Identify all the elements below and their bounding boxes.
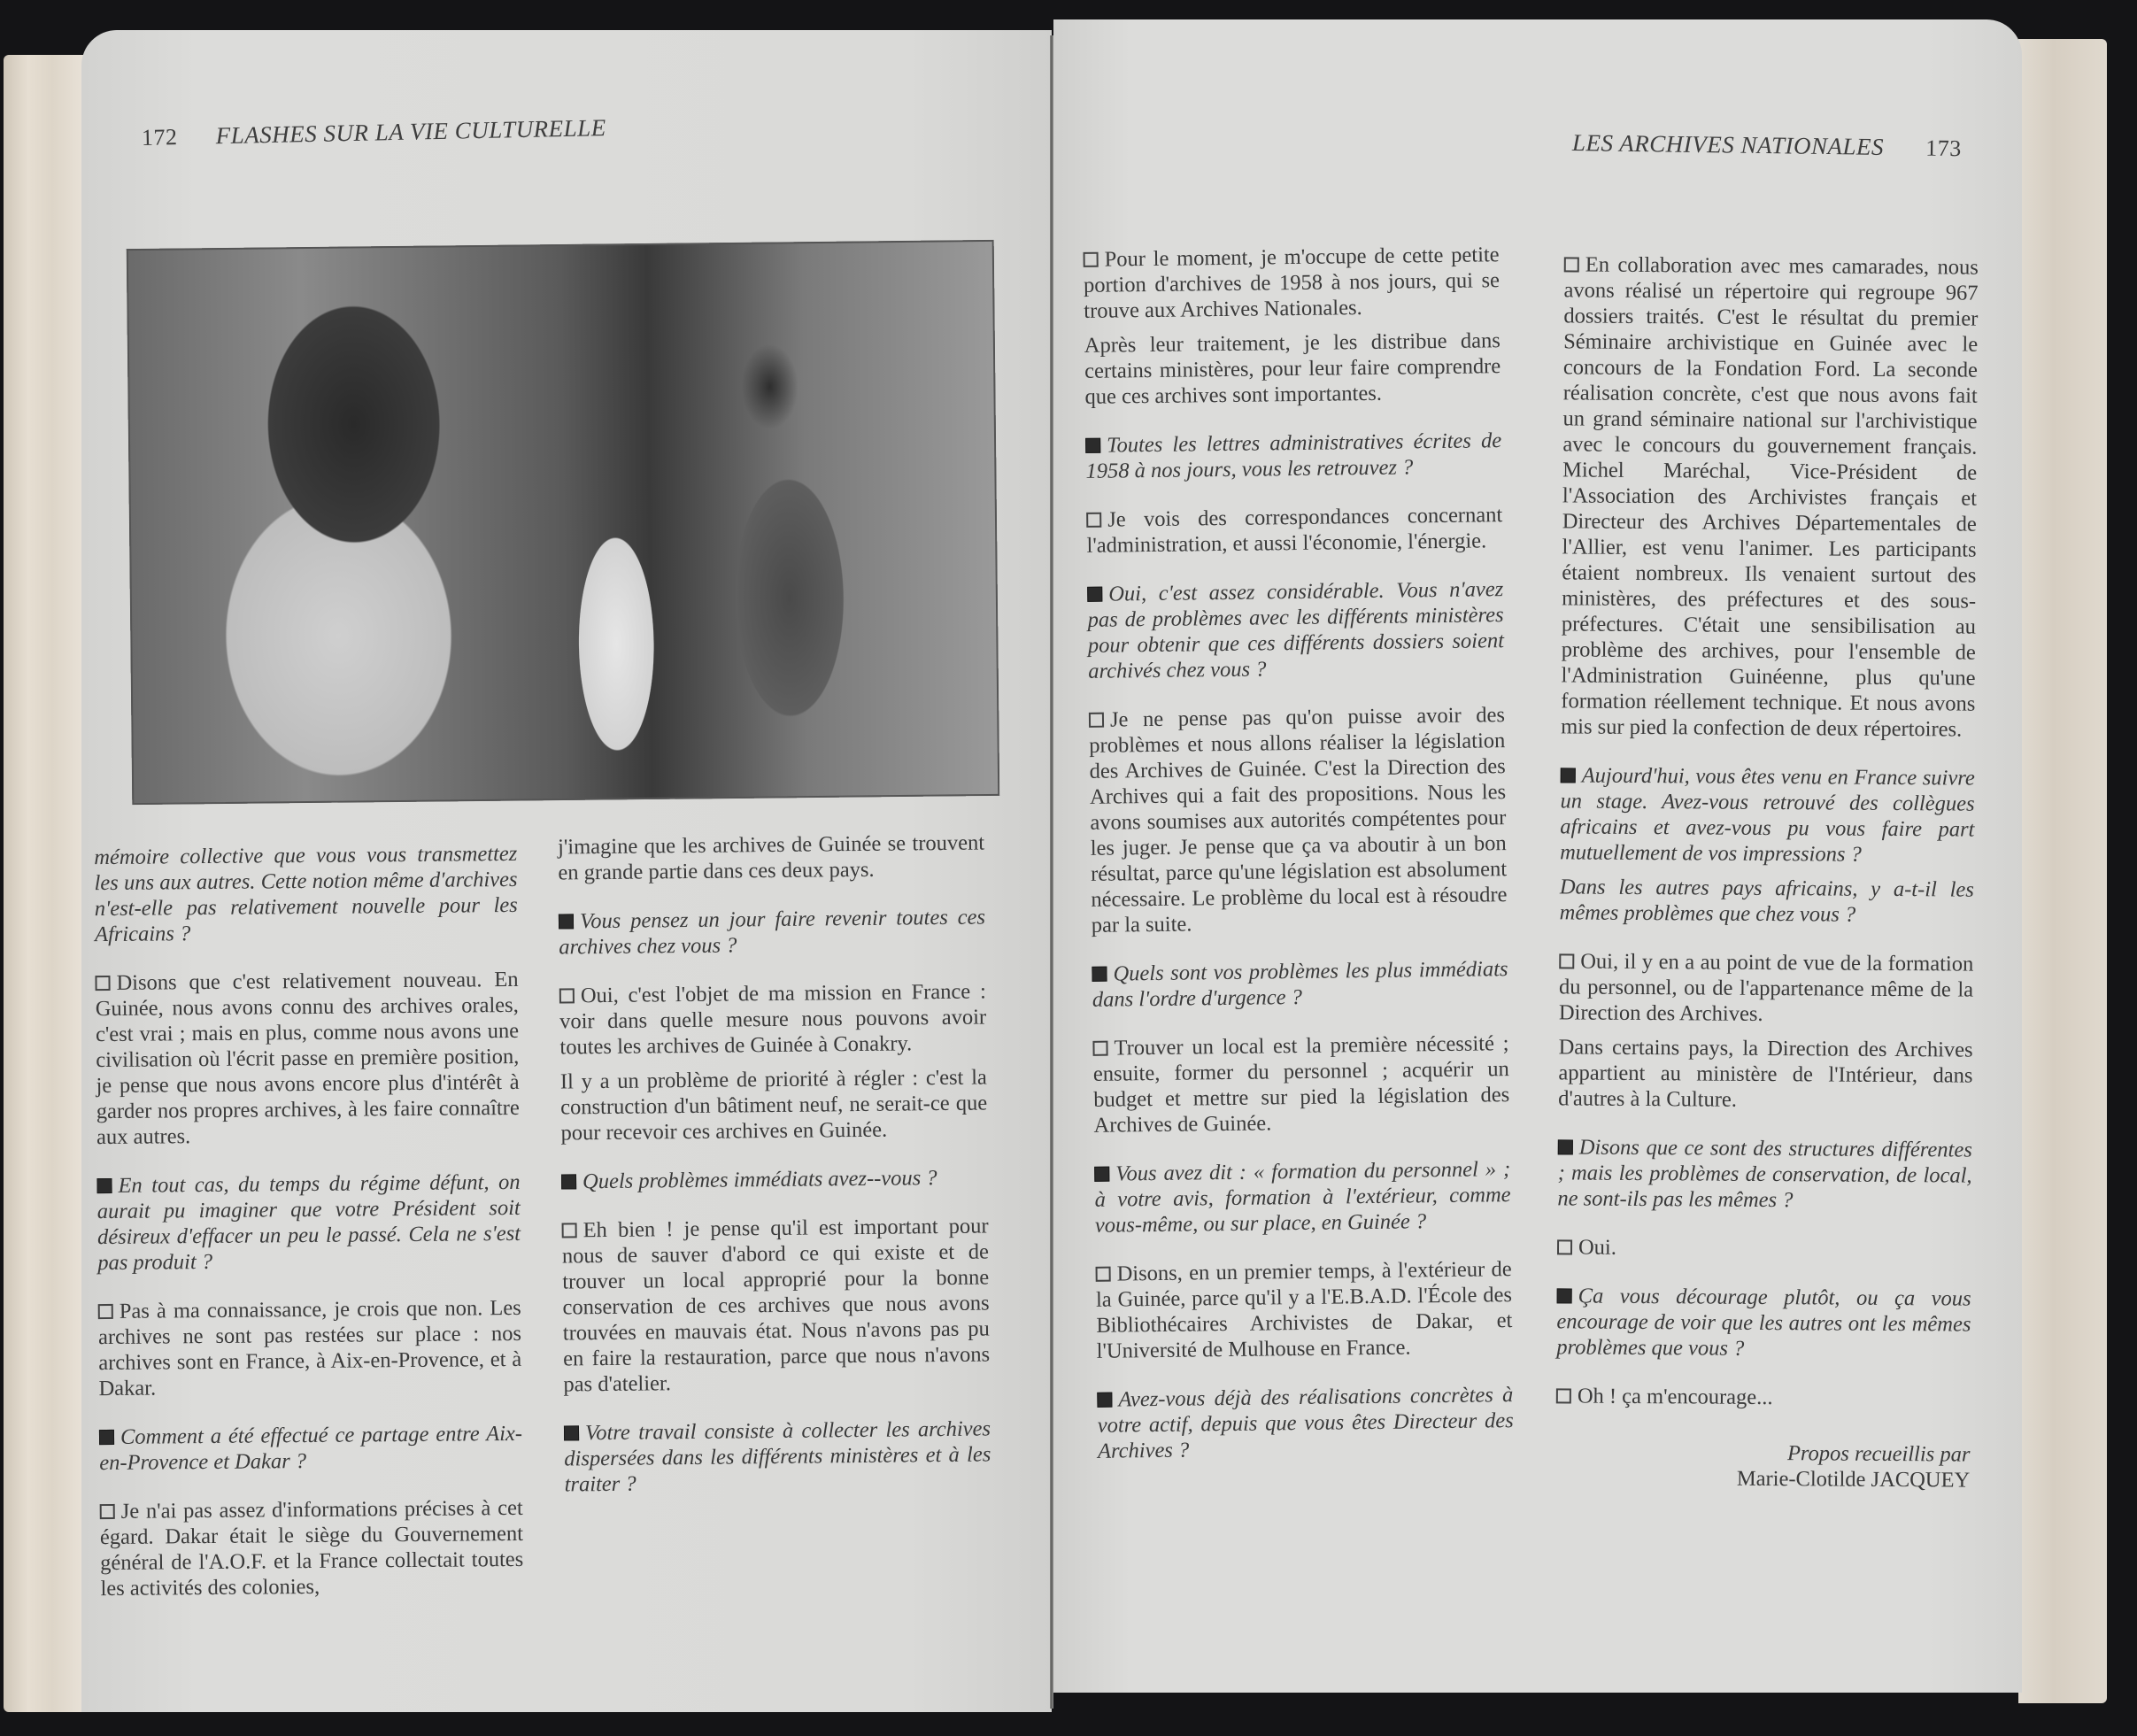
- page-number: 172: [141, 124, 178, 150]
- paragraph-text: Votre travail consiste à collecter les archives dispersées dans les différents ministères et à les traiter ?: [564, 1416, 991, 1497]
- interview-answer: [100, 1495, 524, 1601]
- filled-square-icon: [1094, 1167, 1109, 1182]
- interview-answer: [1092, 1030, 1509, 1138]
- filled-square-icon: [1092, 967, 1107, 982]
- page-stack-left: [4, 55, 85, 1712]
- hollow-square-icon: [1084, 252, 1099, 267]
- paragraph-text: Oh ! ça m'encourage...: [1577, 1384, 1773, 1410]
- right-running-head: [1572, 129, 1962, 162]
- filled-square-icon: [561, 1174, 576, 1189]
- hollow-square-icon: [1089, 713, 1104, 728]
- paragraph-text: Pas à ma connaissance, je crois que non. Les archives ne sont pas restées sur place : nos archives sont en France, à Aix-en-Provence, et à Dakar.: [97, 1295, 522, 1401]
- paragraph-text: Je ne pense pas qu'on puisse avoir des problèmes et nous allons réaliser la législation des Archives de Guinée. C'est la Direction des Archives qui a fait des propositions. Nous les avons soumises aux autorités compétentes pour les juger. Je pense que ça va aboutir à un bon résultat, parce qu'une législation est absolument nécessaire. Le problème du local est à résoudre par la suite.: [1089, 703, 1508, 937]
- paragraph-text: En collaboration avec mes camarades, nous avons réalisé un répertoire qui regroupe 967 dossiers traités. C'est le résultat du premier Séminaire archivistique en Guinée avec le concours de la Fondation Ford. La seconde réalisation concrète, c'est que nous avons fait un grand séminaire national sur l'archivistique avec le concours du gouvernement français. Michel Maréchal, Vice-Président de l'Association des Archivistes français et Directeur des Archives Départementales de l'Allier, est venu l'animer. Les participants étaient nombreux. Ils venaient surtout des ministères, des préfectures et des sous-préfectures. C'était une sensibilisation au problème des archives, pour l'ensemble de l'Administration Guinéenne, plus qu'une formation réellement technique. Et nous avons mis sur pied la confection de deux répertoires.: [1561, 252, 1979, 742]
- paragraph-text: Trouver un local est la première nécessité ; ensuite, former du personnel ; acquérir un budget et mettre sur pied la législation des Archives de Guinée.: [1092, 1031, 1510, 1138]
- paragraph-text: Disons que ce sont des structures différentes ; mais les problèmes de conservation, de local, ne sont-ils pas les mêmes ?: [1557, 1135, 1972, 1213]
- interview-answer: [1083, 242, 1500, 324]
- hollow-square-icon: [98, 1304, 113, 1319]
- paragraph-text: Comment a été effectué ce partage entre Aix-en-Provence et Dakar ?: [99, 1421, 523, 1476]
- interview-answer: [1095, 1256, 1512, 1364]
- hollow-square-icon: [95, 976, 110, 991]
- interview-question: [1097, 1382, 1514, 1464]
- hollow-square-icon: [100, 1504, 115, 1519]
- filled-square-icon: [564, 1425, 579, 1440]
- interview-question: [1087, 576, 1504, 684]
- column-3: [1083, 242, 1514, 1487]
- filled-square-icon: [1087, 587, 1102, 602]
- interview-answer: [559, 978, 987, 1060]
- paragraph-text: Vous avez dit : « formation du personnel » ; à votre avis, formation à l'extérieur, comme vous-même, ou sur place, en Guinée ?: [1094, 1157, 1511, 1238]
- hollow-square-icon: [559, 988, 575, 1003]
- interview-answer: [558, 829, 985, 885]
- interview-answer: [95, 967, 520, 1150]
- interview-question: [99, 1421, 522, 1476]
- interview-answer: [1089, 702, 1508, 938]
- column-2: [558, 829, 991, 1520]
- paragraph-text: Vous pensez un jour faire revenir toutes ces archives chez vous ?: [559, 905, 986, 960]
- interview-question: [1560, 762, 1975, 868]
- filled-square-icon: [559, 914, 574, 929]
- paragraph-text: Je n'ai pas assez d'informations précises à cet égard. Dakar était le siège du Gouvernement général de l'A.O.F. et la France collectait toutes les activités des colonies,: [99, 1495, 524, 1601]
- interview-question: [1092, 956, 1508, 1013]
- paragraph-text: Dans certains pays, la Direction des Archives appartient au ministère de l'Intérieur, dans d'autres à la Culture.: [1558, 1035, 1973, 1112]
- credit-label: Propos recueillis par: [1786, 1441, 1971, 1467]
- page-stack-right: [2018, 39, 2107, 1703]
- interview-answer: [1556, 1383, 1971, 1411]
- filled-square-icon: [99, 1430, 114, 1445]
- filled-square-icon: [1097, 1393, 1112, 1408]
- hollow-square-icon: [1096, 1267, 1111, 1282]
- paragraph-text: Je vois des correspondances concernant l'administration, et aussi l'économie, l'énergie.: [1086, 503, 1503, 558]
- paragraph-text: Oui, c'est l'objet de ma mission en France : voir dans quelle mesure nous pouvons avoir toutes les archives de Guinée à Conakry.: [559, 979, 987, 1060]
- running-title: FLASHES SUR LA VIE CULTURELLE: [215, 114, 606, 150]
- paragraph-text: Après leur traitement, je les distribue dans certains ministères, pour leur faire comprendre que ces archives sont importantes.: [1084, 328, 1501, 409]
- interview-answer: [1561, 251, 1979, 742]
- interview-answer: [561, 1213, 990, 1397]
- interview-answer: [1086, 502, 1503, 559]
- hollow-square-icon: [1092, 1041, 1107, 1056]
- hollow-square-icon: [1559, 953, 1574, 968]
- interview-answer: [1557, 1234, 1971, 1262]
- paragraph-text: Il y a un problème de priorité à régler : c'est la construction d'un bâtiment neuf, ne serait-ce que pour recevoir ces archives en Guinée.: [559, 1065, 988, 1146]
- interview-question: [559, 904, 986, 960]
- interview-question: [1085, 428, 1502, 484]
- paragraph-text: Disons, en un premier temps, à l'extérieur de la Guinée, parce qu'il y a l'E.B.A.D. l'École des Bibliothécaires Archivistes de Dakar, et l'Université de Mulhouse en France.: [1095, 1257, 1513, 1363]
- interview-question: [1556, 1283, 1971, 1362]
- filled-square-icon: [1557, 1288, 1572, 1303]
- paragraph-text: Oui, c'est assez considérable. Vous n'avez pas de problèmes avec les différents ministères pour obtenir que ces différents dossiers soient archivés chez vous ?: [1087, 577, 1505, 683]
- filled-square-icon: [96, 1178, 112, 1193]
- interview-answer: [98, 1295, 522, 1401]
- paragraph-text: En tout cas, du temps du régime défunt, on aurait pu imaginer que votre Président soit désireux d'effacer un peu le passé. Cela ne s'est pas produit ?: [96, 1169, 521, 1276]
- paragraph-text: mémoire collective que vous vous transmettez les uns aux autres. Cette notion même d'archives n'est-elle pas relativement nouvelle pour les Africains ?: [94, 841, 518, 947]
- filled-square-icon: [1561, 768, 1576, 783]
- paragraph-text: Eh bien ! je pense qu'il est important pour nous de sauver d'abord ce qui existe et de trouver un local approprié pour la bonne conservation de ces archives que nous avons trouvées en mauvais état. Nous n'avons pas pu en faire la restauration, parce que nous n'avons pas d'atelier.: [561, 1214, 991, 1397]
- interview-question: [96, 1169, 521, 1276]
- hollow-square-icon: [1564, 257, 1579, 272]
- photograph: [127, 240, 1000, 805]
- hollow-square-icon: [562, 1223, 577, 1238]
- filled-square-icon: [1085, 438, 1100, 453]
- interview-credit: [1555, 1439, 1970, 1493]
- hollow-square-icon: [1557, 1239, 1572, 1254]
- paragraph-text: Disons que c'est relativement nouveau. En Guinée, nous avons connu des archives orales, c'est vrai ; mais en plus, comme nous avons une civilisation où l'écrit passe en première position, je pense que nous avons encore plus d'intérêt à garder nos propres archives, à les faire connaître aux autres.: [95, 967, 520, 1150]
- running-title: LES ARCHIVES NATIONALES: [1571, 129, 1885, 160]
- paragraph-text: Aujourd'hui, vous êtes venu en France suivre un stage. Avez-vous retrouvé des collègues africains et avez-vous pu vous faire part mutuellement de vos impressions ?: [1560, 763, 1975, 867]
- column-4: [1555, 251, 1979, 1493]
- page-number: 173: [1925, 135, 1962, 162]
- interview-question: [564, 1416, 991, 1497]
- paragraph-text: Oui.: [1578, 1235, 1617, 1260]
- hollow-square-icon: [1086, 513, 1101, 528]
- paragraph-text: Dans les autres pays africains, y a-t-il les mêmes problèmes que chez vous ?: [1559, 875, 1974, 927]
- interview-answer: [1558, 1034, 1973, 1114]
- interview-question: [1094, 1156, 1511, 1238]
- credit-author: Marie-Clotilde JACQUEY: [1736, 1466, 1971, 1493]
- interview-answer: [560, 1064, 988, 1146]
- interview-question: [94, 841, 518, 947]
- paragraph-text: Quels sont vos problèmes les plus immédiats dans l'ordre d'urgence ?: [1092, 957, 1508, 1012]
- column-1: [94, 841, 524, 1624]
- interview-answer: [1559, 948, 1974, 1028]
- book-gutter: [1050, 35, 1053, 1709]
- paragraph-text: Pour le moment, je m'occupe de cette petite portion d'archives de 1958 à nos jours, qui se trouve aux Archives Nationales.: [1083, 243, 1501, 323]
- hollow-square-icon: [1556, 1388, 1571, 1403]
- filled-square-icon: [1558, 1139, 1573, 1154]
- interview-question: [1560, 874, 1974, 928]
- paragraph-text: Avez-vous déjà des réalisations concrètes à votre actif, depuis que vous êtes Directeur des Archives ?: [1097, 1383, 1514, 1463]
- paragraph-text: Quels problèmes immédiats avez--vous ?: [582, 1166, 937, 1194]
- interview-question: [1557, 1134, 1972, 1214]
- paragraph-text: j'imagine que les archives de Guinée se trouvent en grande partie dans ces deux pays.: [557, 830, 985, 885]
- paragraph-text: Toutes les lettres administratives écrites de 1958 à nos jours, vous les retrouvez ?: [1085, 428, 1502, 483]
- paragraph-text: Oui, il y en a au point de vue de la formation du personnel, ou de l'appartenance même de la Direction des Archives.: [1558, 949, 1974, 1026]
- interview-answer: [1084, 328, 1501, 410]
- interview-question: [561, 1164, 988, 1194]
- paragraph-text: Ça vous décourage plutôt, ou ça vous encourage de voir que les autres ont les mêmes problèmes que vous ?: [1556, 1284, 1971, 1361]
